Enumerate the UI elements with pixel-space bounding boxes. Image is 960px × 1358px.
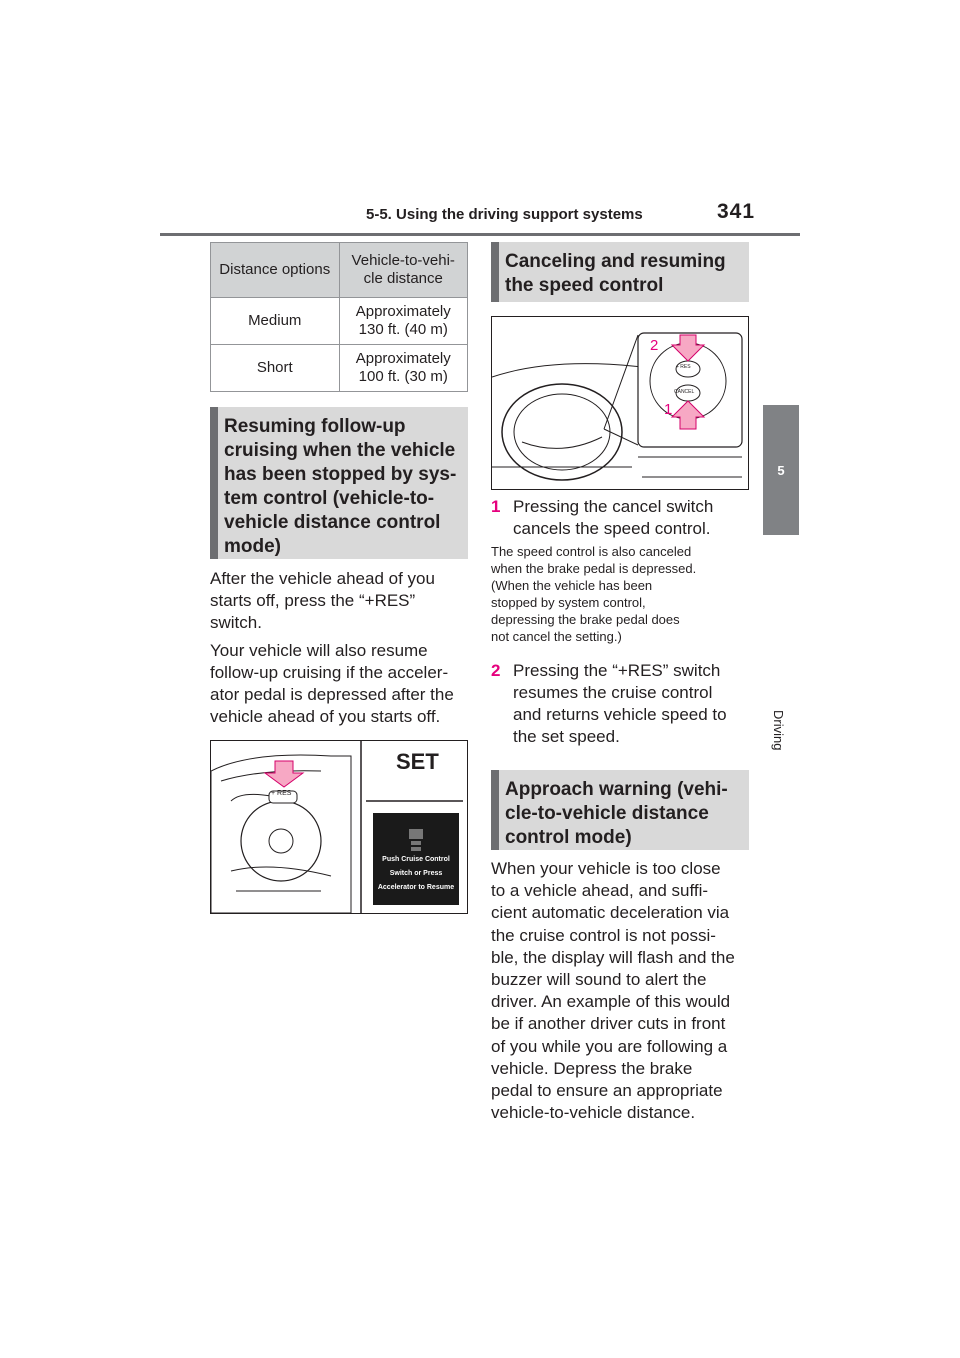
table-header-cell bbox=[339, 243, 468, 298]
cancel-section-heading bbox=[491, 242, 749, 302]
text-line: not cancel the setting.) bbox=[491, 629, 622, 644]
heading-line: control mode) bbox=[505, 827, 632, 848]
step-1 bbox=[491, 496, 753, 540]
chapter-number: 5 bbox=[777, 463, 785, 478]
page-number: 341 bbox=[717, 200, 756, 223]
heading-line: Canceling and resuming bbox=[505, 251, 726, 272]
table-header-row bbox=[211, 243, 468, 298]
heading-line: has been stopped by sys- bbox=[224, 464, 457, 485]
step-text bbox=[513, 660, 727, 748]
header-rule bbox=[160, 233, 800, 236]
heading-line: the speed control bbox=[505, 275, 664, 296]
cancel-switch-label: CANCEL bbox=[674, 389, 695, 395]
heading-line: tem control (vehicle-to- bbox=[224, 488, 435, 509]
header-distance-options: Distance options bbox=[219, 261, 331, 278]
chapter-label: Driving bbox=[771, 710, 786, 751]
text-line: switch. bbox=[210, 613, 262, 632]
text-line: depressing the brake pedal does bbox=[491, 612, 680, 627]
section-title: 5-5. Using the driving support systems bbox=[366, 206, 643, 223]
distance-line2: 100 ft. (30 m) bbox=[358, 368, 448, 385]
text-line: the cruise control is not possi- bbox=[491, 925, 716, 945]
step-2 bbox=[491, 660, 753, 750]
text-line: Pressing the “+RES” switch bbox=[513, 661, 721, 680]
text-line: vehicle. Depress the brake bbox=[491, 1058, 693, 1078]
heading-line: mode) bbox=[224, 536, 281, 557]
distance-line1: Approximately bbox=[355, 350, 451, 367]
text-line: follow-up cruising if the acceler- bbox=[210, 663, 449, 682]
text-line: Your vehicle will also resume bbox=[210, 641, 428, 660]
text-line: vehicle ahead of you starts off. bbox=[210, 707, 441, 726]
text-line: the set speed. bbox=[513, 727, 620, 746]
text-line: be if another driver cuts in front bbox=[491, 1014, 726, 1034]
step-text bbox=[513, 496, 713, 540]
text-line: Pressing the cancel switch bbox=[513, 497, 714, 516]
resume-paragraph-2 bbox=[210, 640, 472, 728]
resume-paragraph-1 bbox=[210, 568, 472, 634]
text-line: When your vehicle is too close bbox=[491, 859, 721, 878]
distance-options-table bbox=[210, 242, 468, 392]
res-switch-label: + RES bbox=[676, 364, 691, 370]
text-line: (When the vehicle has been bbox=[491, 578, 653, 593]
text-line: After the vehicle ahead of you bbox=[210, 569, 435, 588]
text-line: pedal to ensure an appropriate bbox=[491, 1081, 723, 1101]
text-line: of you while you are following a bbox=[491, 1036, 728, 1056]
resume-section-heading bbox=[210, 407, 468, 559]
table-cell-distance bbox=[339, 345, 468, 392]
res-switch-label: + RES bbox=[271, 790, 292, 797]
text-line: cancels the speed control. bbox=[513, 519, 711, 538]
heading-line: Resuming follow-up bbox=[224, 416, 406, 437]
callout-2: 2 bbox=[650, 337, 659, 354]
display-title: SET bbox=[396, 749, 439, 774]
distance-line1: Approximately bbox=[355, 303, 451, 320]
text-line: buzzer will sound to alert the bbox=[491, 970, 707, 990]
table-cell-option: Medium bbox=[211, 298, 340, 345]
text-line: The speed control is also canceled bbox=[491, 544, 692, 559]
text-line: resumes the cruise control bbox=[513, 683, 713, 702]
text-line: vehicle-to-vehicle distance. bbox=[491, 1103, 696, 1123]
header-vehicle-distance-line1: Vehicle-to-vehi- bbox=[351, 252, 455, 269]
display-line: Switch or Press bbox=[389, 870, 443, 877]
text-line: cient automatic deceleration via bbox=[491, 903, 730, 923]
text-line: stopped by system control, bbox=[491, 595, 646, 610]
approach-paragraph bbox=[491, 858, 753, 1124]
approach-section-heading bbox=[491, 770, 749, 850]
display-line: Accelerator to Resume bbox=[377, 884, 455, 891]
resume-figure bbox=[210, 740, 468, 914]
text-line: ble, the display will flash and the bbox=[491, 947, 735, 967]
text-line: to a vehicle ahead, and suffi- bbox=[491, 881, 709, 901]
text-line: and returns vehicle speed to bbox=[513, 705, 727, 724]
step-number: 2 bbox=[491, 661, 501, 680]
table-header-cell bbox=[211, 243, 340, 298]
display-message bbox=[373, 853, 459, 895]
heading-line: cruising when the vehicle bbox=[224, 440, 456, 461]
cancel-figure bbox=[491, 316, 749, 490]
text-line: driver. An example of this would bbox=[491, 992, 731, 1012]
table-row bbox=[211, 345, 468, 392]
steering-cancel-illustration bbox=[492, 317, 748, 489]
heading-line: vehicle distance control bbox=[224, 512, 441, 533]
cancel-note bbox=[491, 543, 753, 645]
callout-1: 1 bbox=[664, 401, 673, 418]
text-line: ator pedal is depressed after the bbox=[210, 685, 454, 704]
table-cell-option: Short bbox=[211, 345, 340, 392]
header-vehicle-distance-line2: cle distance bbox=[363, 270, 443, 287]
distance-line2: 130 ft. (40 m) bbox=[358, 321, 448, 338]
display-line: Push Cruise Control bbox=[382, 856, 450, 863]
text-line: when the brake pedal is depressed. bbox=[491, 561, 697, 576]
heading-line: Approach warning (vehi- bbox=[505, 779, 728, 800]
heading-line: cle-to-vehicle distance bbox=[505, 803, 709, 824]
table-cell-distance bbox=[339, 298, 468, 345]
text-line: starts off, press the “+RES” bbox=[210, 591, 416, 610]
table-row bbox=[211, 298, 468, 345]
step-number: 1 bbox=[491, 497, 501, 516]
